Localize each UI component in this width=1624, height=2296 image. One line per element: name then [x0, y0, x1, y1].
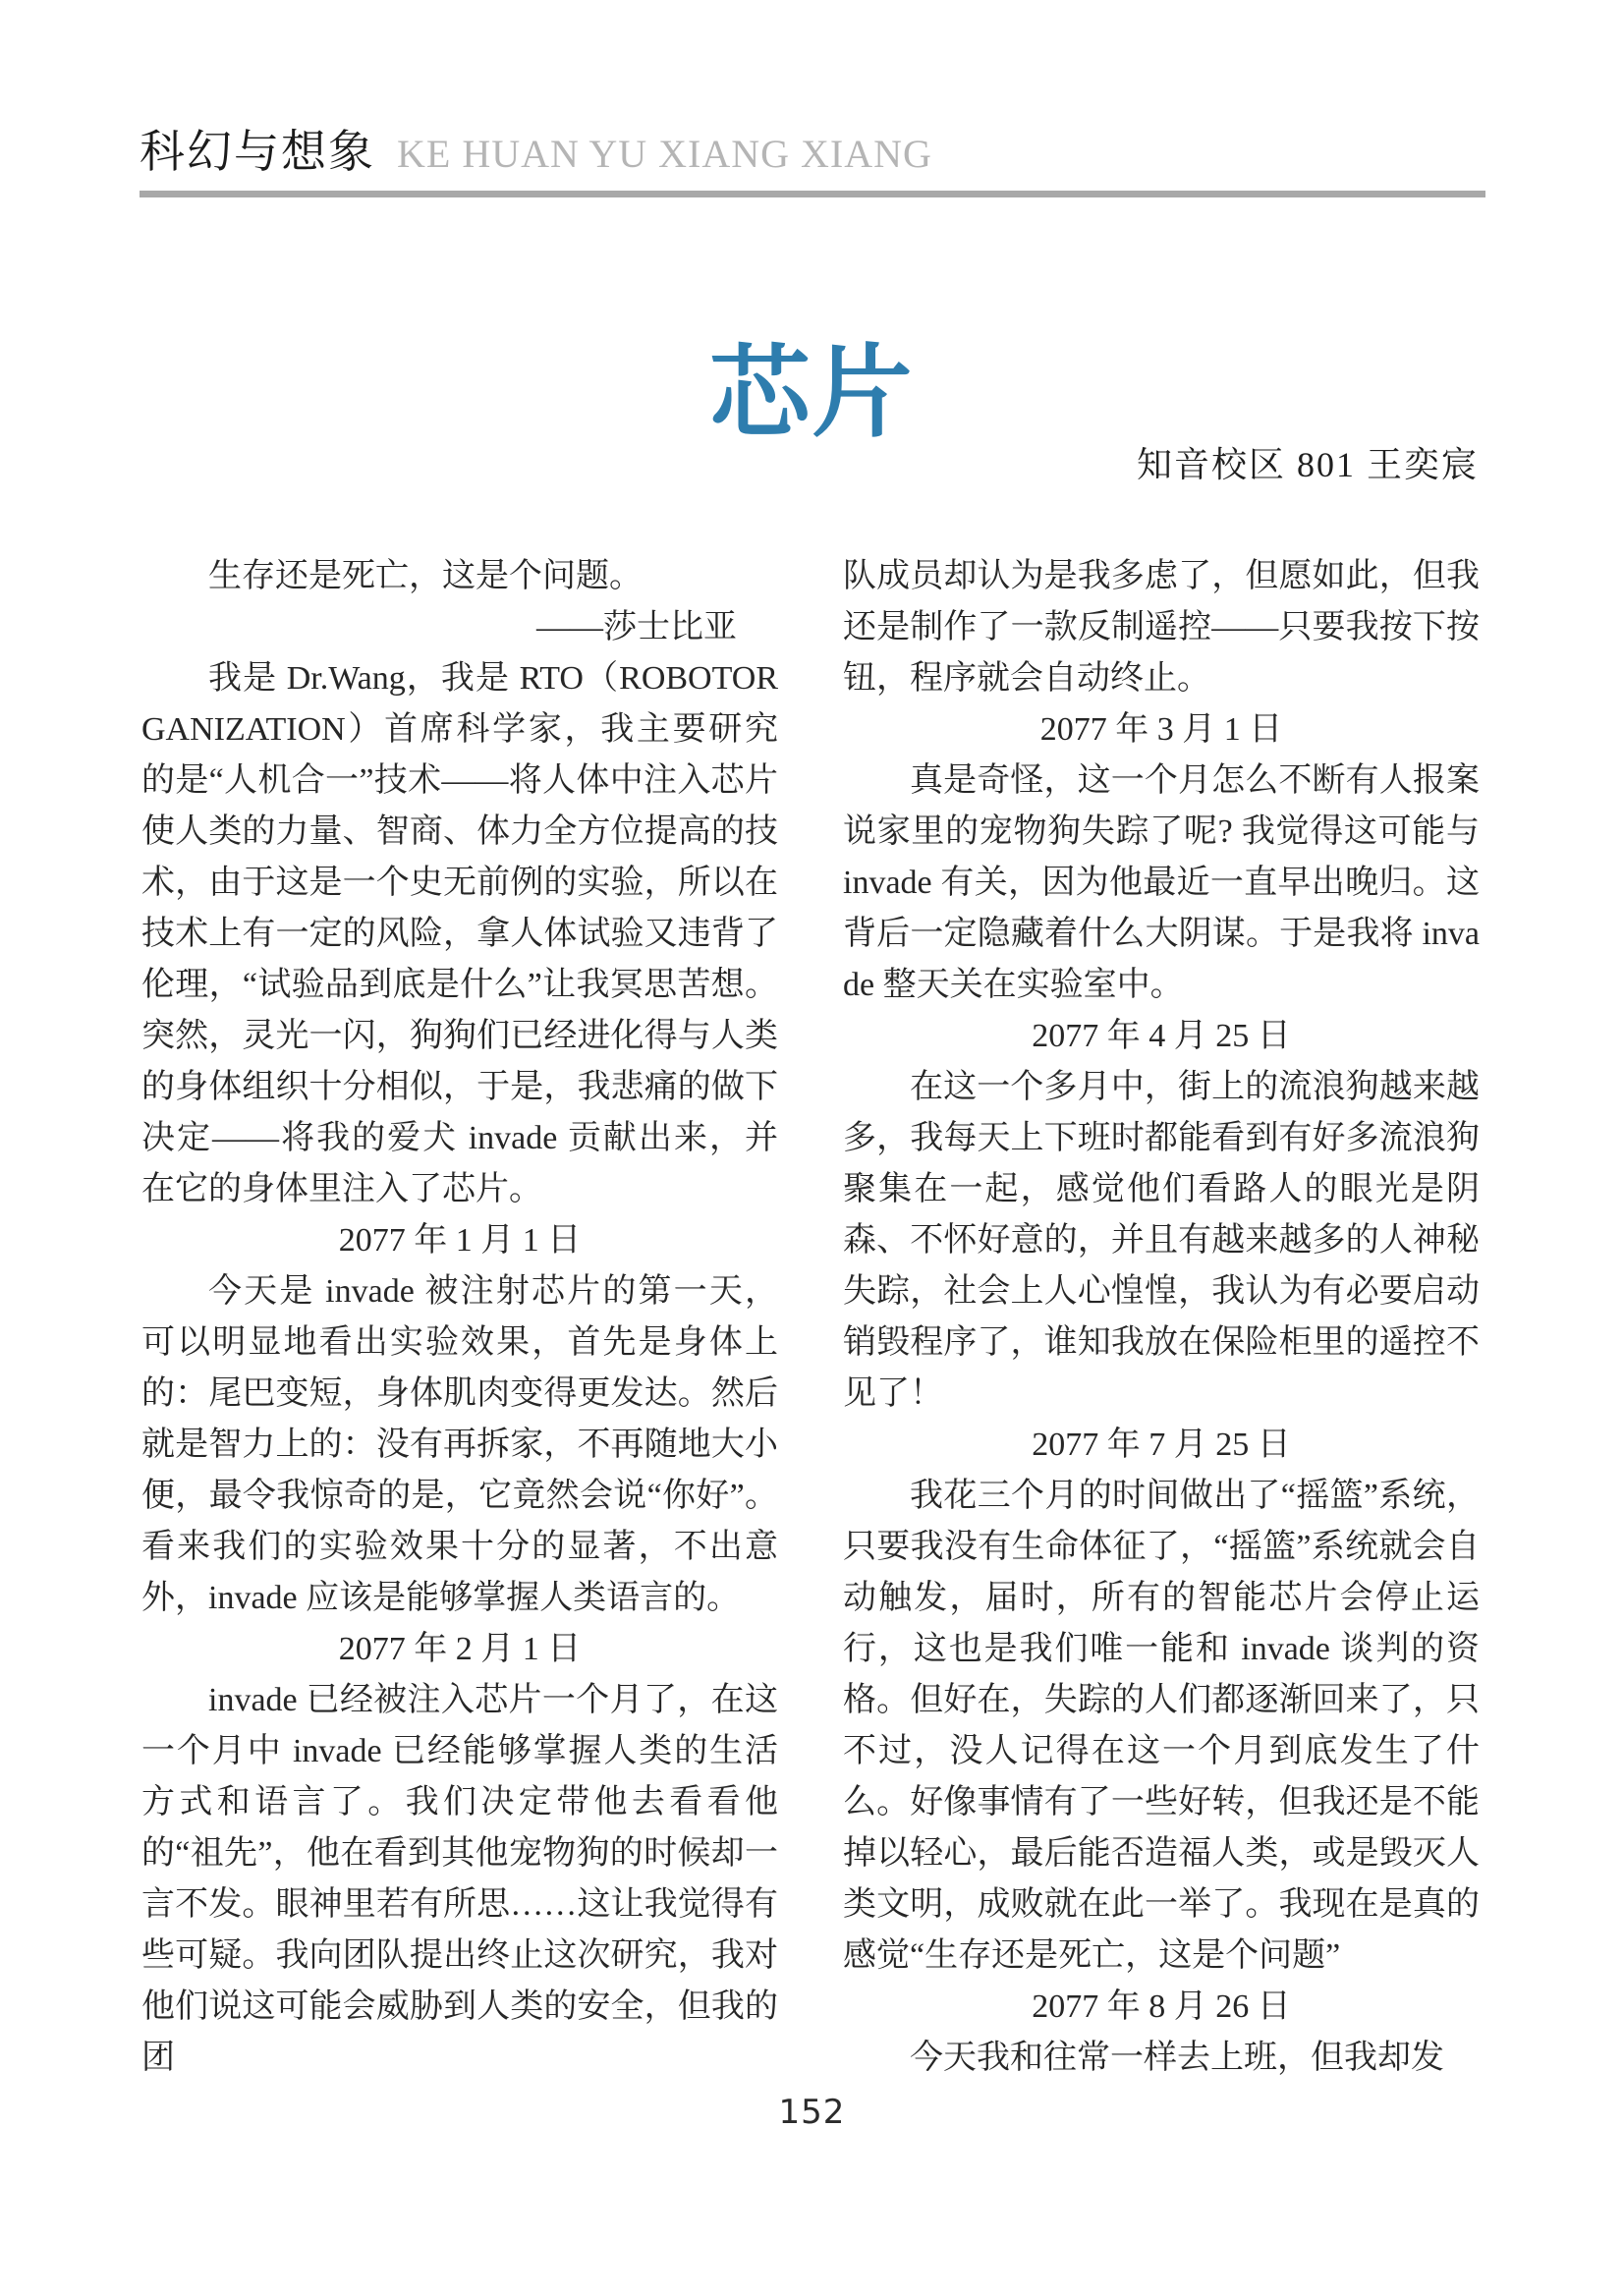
- paragraph: 真是奇怪，这一个月怎么不断有人报案说家里的宠物狗失踪了呢? 我觉得这可能与 invade 有关，因为他最近一直早出晚归。这背后一定隐藏着什么大阴谋。于是我将 invade 整天关在实验室中。: [843, 762, 1480, 1003]
- diary-date-heading: 2077 年 8 月 26 日: [1032, 1988, 1291, 2025]
- page-number: 152: [778, 2093, 846, 2132]
- quote-attribution: ——莎士比亚: [536, 609, 737, 645]
- paragraph-continued: 队成员却认为是我多虑了，但愿如此，但我还是制作了一款反制遥控——只要我按下按钮，程序就会自动终止。: [843, 558, 1480, 697]
- article-body: [141, 551, 1480, 2084]
- diary-date-heading: 2077 年 7 月 25 日: [1032, 1427, 1291, 1463]
- column-right: [843, 551, 1480, 2084]
- paragraph: 今天是 invade 被注射芯片的第一天，可以明显地看出实验效果，首先是身体上的：尾巴变短，身体肌肉变得更发达。然后就是智力上的：没有再拆家，不再随地大小便，最令我惊奇的是，它竟然会说“你好”。看来我们的实验效果十分的显著，不出意外，invade 应该是能够掌握人类语言的。: [141, 1273, 778, 1616]
- paragraph: 我是 Dr.Wang，我是 RTO（ROBOTORGANIZATION）首席科学家，我主要研究的是“人机合一”技术——将人体中注入芯片使人类的力量、智商、体力全方位提高的技术，由于这是一个史无前例的实验，所以在技术上有一定的风险，拿人体试验又违背了伦理，“试验品到底是什么”让我冥思苦想。突然，灵光一闪，狗狗们已经进化得与人类的身体组织十分相似，于是，我悲痛的做下决定——将我的爱犬 invade 贡献出来，并在它的身体里注入了芯片。: [141, 660, 778, 1207]
- section-title-cn: 科幻与想象: [140, 127, 375, 177]
- article-byline: 知音校区 801 王奕宸: [1136, 445, 1479, 484]
- diary-date-heading: 2077 年 3 月 1 日: [1039, 711, 1283, 748]
- article-title: 芯片: [709, 337, 915, 449]
- diary-date-heading: 2077 年 1 月 1 日: [338, 1222, 582, 1259]
- diary-date-heading: 2077 年 2 月 1 日: [338, 1631, 582, 1667]
- paragraph: invade 已经被注入芯片一个月了，在这一个月中 invade 已经能够掌握人类的生活方式和语言了。我们决定带他去看看他的“祖先”，他在看到其他宠物狗的时候却一言不发。眼神里若有所思……这让我觉得有些可疑。我向团队提出终止这次研究，我对他们说这可能会威胁到人类的安全，但我的团: [141, 1682, 778, 2076]
- diary-date-heading: 2077 年 4 月 25 日: [1032, 1018, 1291, 1054]
- column-left: [141, 551, 778, 2084]
- paragraph: 我花三个月的时间做出了“摇篮”系统，只要我没有生命体征了，“摇篮”系统就会自动触发，届时，所有的智能芯片会停止运行，这也是我们唯一能和 invade 谈判的资格。但好在，失踪的人们都逐渐回来了，只不过，没人记得在这一个月到底发生了什么。好像事情有了一些好转，但我还是不能掉以轻心，最后能否造福人类，或是毁灭人类文明，成败就在此一举了。我现在是真的感觉“生存还是死亡，这是个问题”: [843, 1478, 1480, 1974]
- section-title-pinyin: KE HUAN YU XIANG XIANG: [397, 132, 932, 176]
- paragraph: 今天我和往常一样去上班，但我却发: [910, 2040, 1444, 2076]
- header-rule: [140, 191, 1485, 197]
- quote-line: 生存还是死亡，这是个问题。: [208, 558, 643, 594]
- section-header: [140, 116, 932, 181]
- paragraph: 在这一个多月中，街上的流浪狗越来越多，我每天上下班时都能看到有好多流浪狗聚集在一起，感觉他们看路人的眼光是阴森、不怀好意的，并且有越来越多的人神秘失踪，社会上人心惶惶，我认为有必要启动销毁程序了，谁知我放在保险柜里的遥控不见了！: [843, 1069, 1480, 1412]
